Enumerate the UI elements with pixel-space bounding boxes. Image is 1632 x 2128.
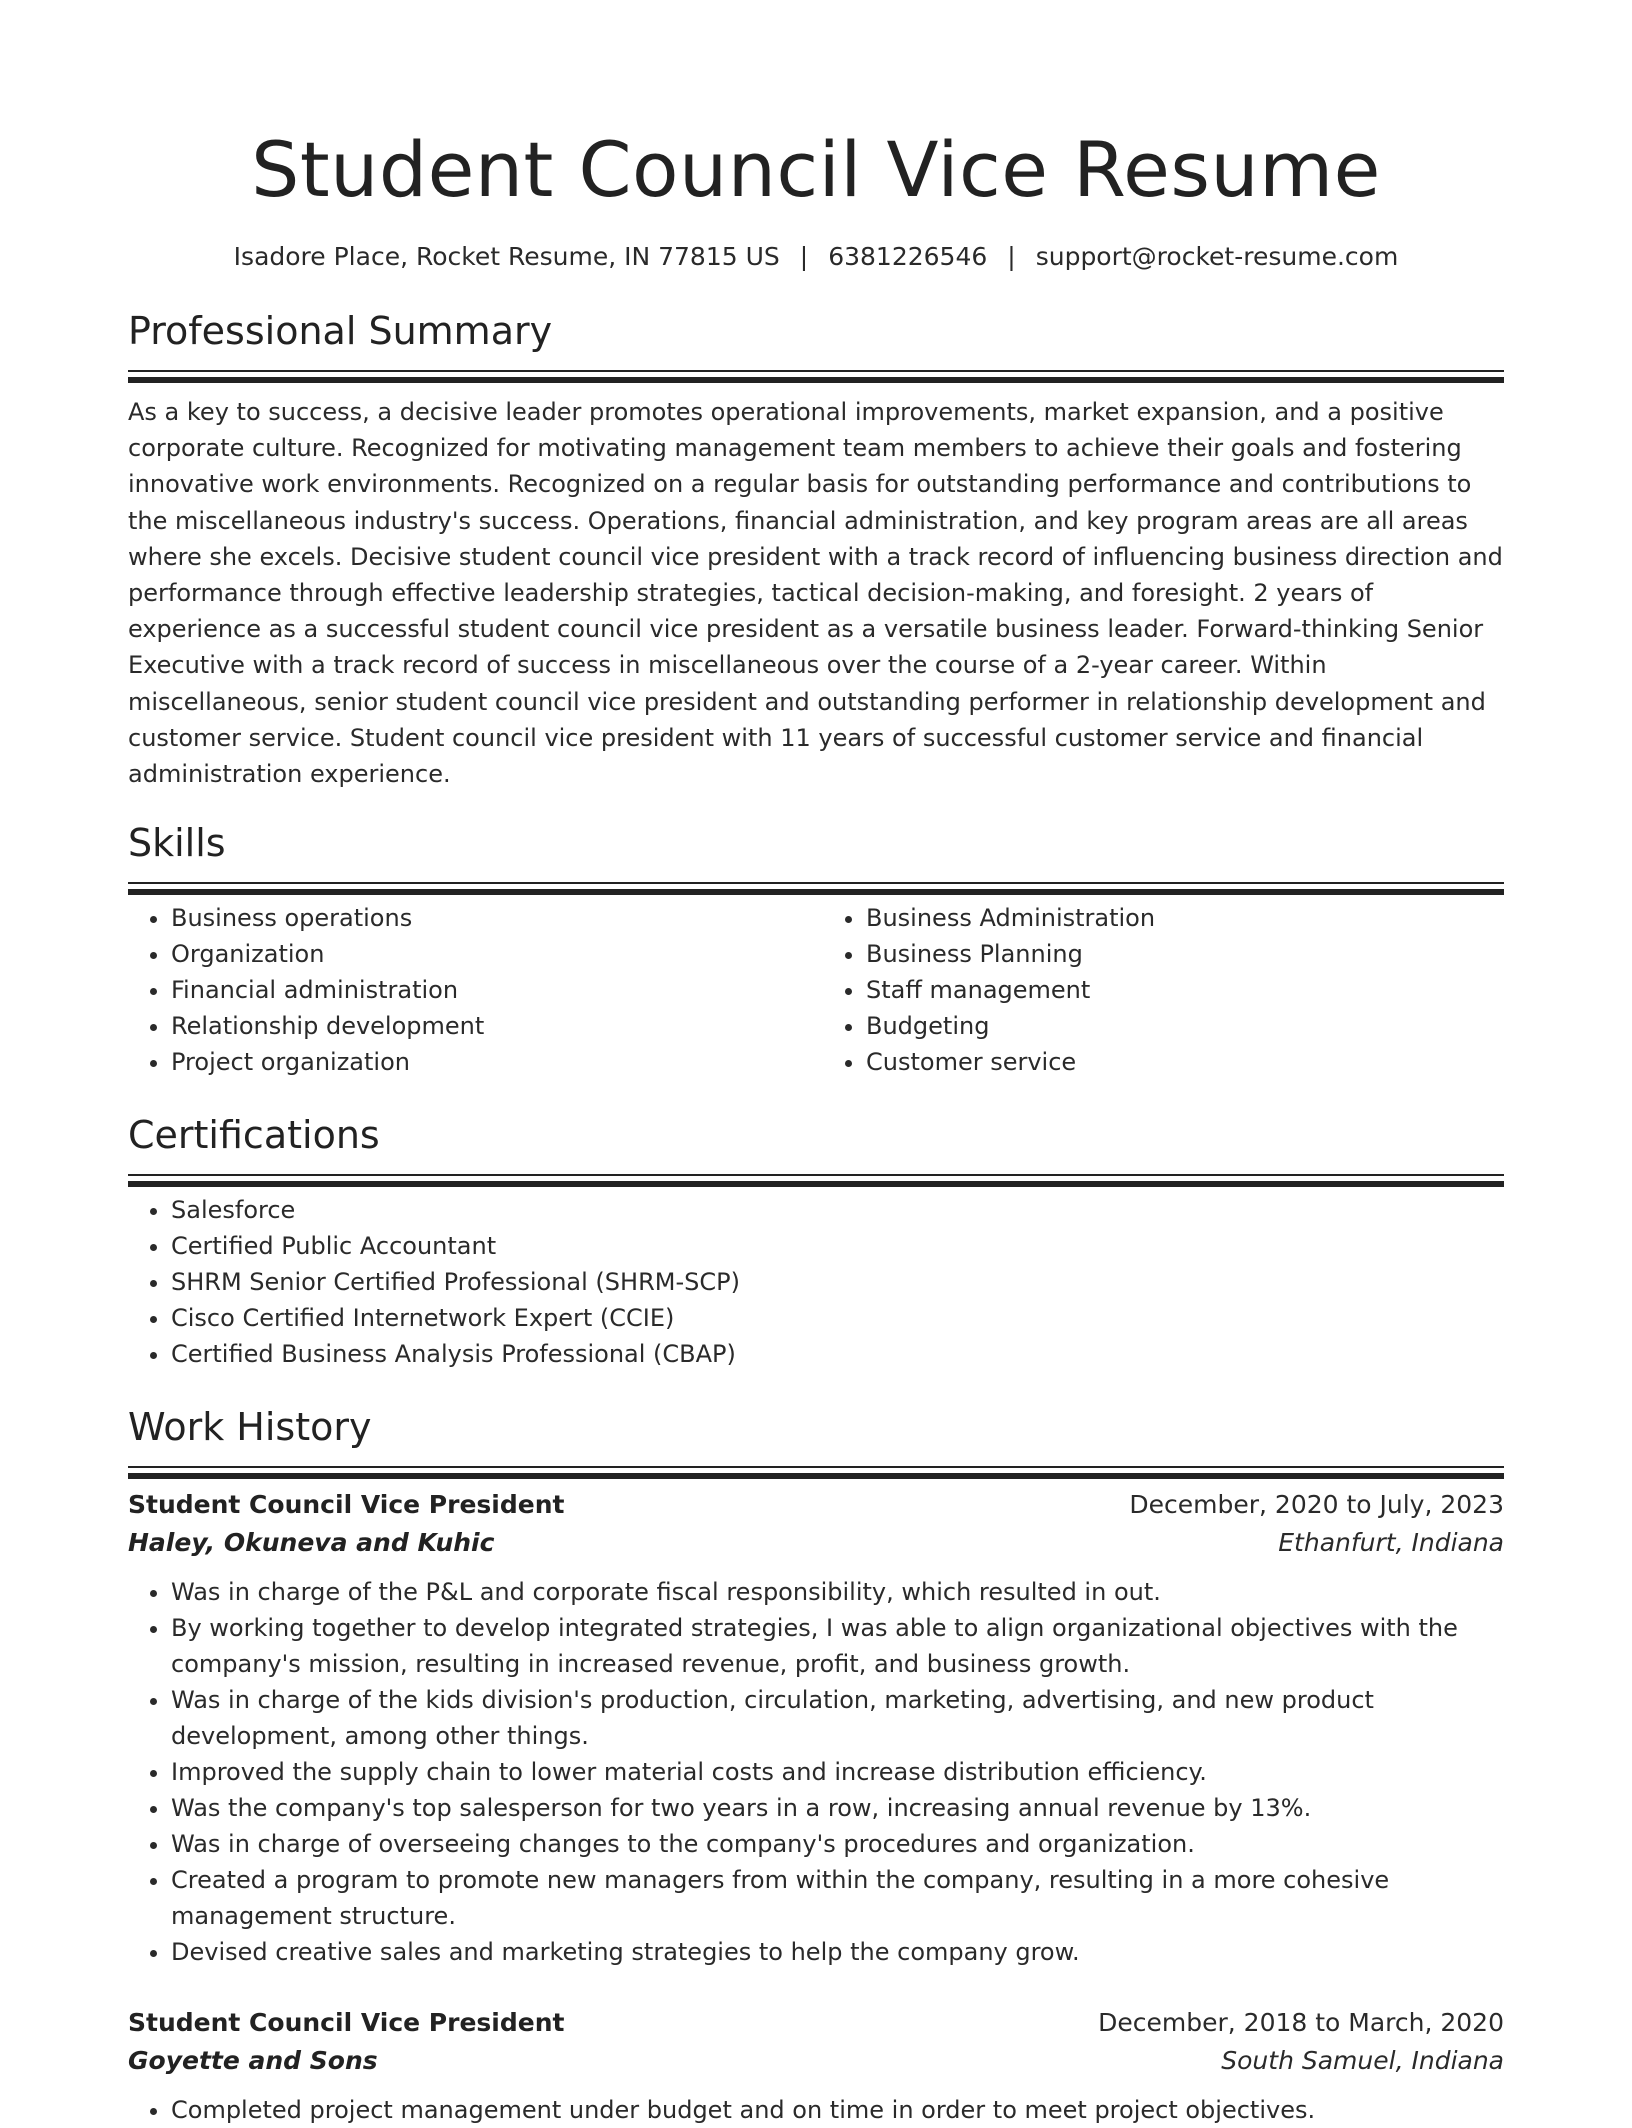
skill-item: • Budgeting — [866, 1008, 1504, 1044]
job-company: Haley, Okuneva and Kuhic — [128, 1528, 495, 1558]
job-title: Student Council Vice President — [128, 2008, 565, 2038]
job-dates: December, 2020 to July, 2023 — [1129, 1490, 1504, 1520]
summary-text: As a key to success, a decisive leader promotes operational improvements, market expansion, and a positive corporate culture. Recognized for motivating management team members to achieve their goals and fostering innovative work environments. Recognized on a regular basis for outstanding performance and contributions to the miscellaneous industry's success. Operations, financial administration, and key program areas are all areas where she excels. Decisive student council vice president with a track record of influencing business direction and performance through effective leadership strategies, tactical decision-making, and foresight. 2 years of experience as a successful student council vice president as a versatile business leader. Forward-thinking Senior Executive with a track record of success in miscellaneous over the course of a 2-year career. Within miscellaneous, senior student council vice president and outstanding performer in relationship development and customer service. Student council vice president with 11 years of successful customer service and financial administration experience. — [128, 398, 1503, 789]
skill-item: • Business Planning — [866, 936, 1504, 972]
skills-section — [128, 818, 1504, 1080]
job-bullet: • Was in charge of the P&L and corporate fiscal responsibility, which resulted in out. — [171, 1574, 1504, 1610]
section-divider — [128, 370, 1504, 376]
contact-separator: | — [799, 242, 809, 271]
skill-item: • Organization — [171, 936, 816, 972]
job-bullet: • Improved the supply chain to lower material costs and increase distribution efficiency. — [171, 1754, 1504, 1790]
job-bullet: • By working together to develop integrated strategies, I was able to align organizational objectives with the company's mission, resulting in increased revenue, profit, and business growth. — [171, 1610, 1504, 1682]
certifications-list — [128, 1192, 1504, 1372]
resume-title: Student Council Vice Resume — [251, 125, 1381, 214]
contact-separator: | — [1007, 242, 1016, 271]
skill-item: • Financial administration — [171, 972, 816, 1008]
job-bullets — [128, 2092, 1504, 2128]
skill-item: • Business operations — [171, 900, 816, 936]
job-bullet: • Was the company's top salesperson for two years in a row, increasing annual revenue by 13%. — [171, 1790, 1504, 1826]
job-bullet: • Was in charge of the kids division's production, circulation, marketing, advertising, and new product development, among other things. — [171, 1682, 1504, 1754]
skill-item: • Staff management — [866, 972, 1504, 1008]
certification-item: • SHRM Senior Certified Professional (SHRM-SCP) — [171, 1264, 1504, 1300]
job-location: South Samuel, Indiana — [1221, 2046, 1504, 2076]
skill-item: • Business Administration — [866, 900, 1504, 936]
job-company: Goyette and Sons — [128, 2046, 378, 2076]
certification-item: • Salesforce — [171, 1192, 1504, 1228]
skill-item: • Customer service — [866, 1044, 1504, 1080]
contact-phone: 6381226546 — [828, 242, 988, 271]
job-location: Ethanfurt, Indiana — [1278, 1528, 1504, 1558]
section-divider — [128, 882, 1504, 888]
summary-section — [128, 306, 1504, 792]
contact-email[interactable]: support@rocket-resume.com — [1035, 242, 1399, 271]
section-divider — [128, 1174, 1504, 1180]
certifications-section — [128, 1110, 1504, 1372]
job-entry — [128, 1486, 1504, 1970]
job-bullet: • Devised creative sales and marketing strategies to help the company grow. — [171, 1934, 1504, 1970]
work-history-section — [128, 1402, 1504, 2128]
summary-heading: Professional Summary — [128, 309, 553, 353]
skill-item: • Project organization — [171, 1044, 816, 1080]
job-header-row — [128, 2004, 1504, 2042]
job-company-row — [128, 1524, 1504, 1562]
job-entry — [128, 2004, 1504, 2128]
skills-grid — [128, 900, 1504, 1080]
certification-item: • Certified Business Analysis Professional (CBAP) — [171, 1336, 1504, 1372]
job-dates: December, 2018 to March, 2020 — [1098, 2008, 1504, 2038]
job-bullets — [128, 1574, 1504, 1970]
job-title: Student Council Vice President — [128, 1490, 565, 1520]
certification-item: • Cisco Certified Internetwork Expert (CCIE) — [171, 1300, 1504, 1336]
skills-list-right — [816, 900, 1504, 1080]
skills-heading: Skills — [128, 821, 226, 866]
work-history-heading: Work History — [128, 1405, 372, 1450]
job-bullet: • Created a program to promote new managers from within the company, resulting in a more cohesive management structure. — [171, 1862, 1504, 1934]
skill-item: • Relationship development — [171, 1008, 816, 1044]
job-company-row — [128, 2042, 1504, 2080]
contact-address: Isadore Place, Rocket Resume, IN 77815 US — [233, 242, 780, 271]
job-bullet: • Completed project management under budget and on time in order to meet project objectives. — [171, 2092, 1504, 2128]
certifications-heading: Certifications — [128, 1113, 380, 1158]
section-divider — [128, 1466, 1504, 1472]
skills-list-left — [128, 900, 816, 1080]
job-bullet: • Was in charge of overseeing changes to the company's procedures and organization. — [171, 1826, 1504, 1862]
contact-line — [128, 240, 1504, 274]
certification-item: • Certified Public Accountant — [171, 1228, 1504, 1264]
job-header-row — [128, 1486, 1504, 1524]
